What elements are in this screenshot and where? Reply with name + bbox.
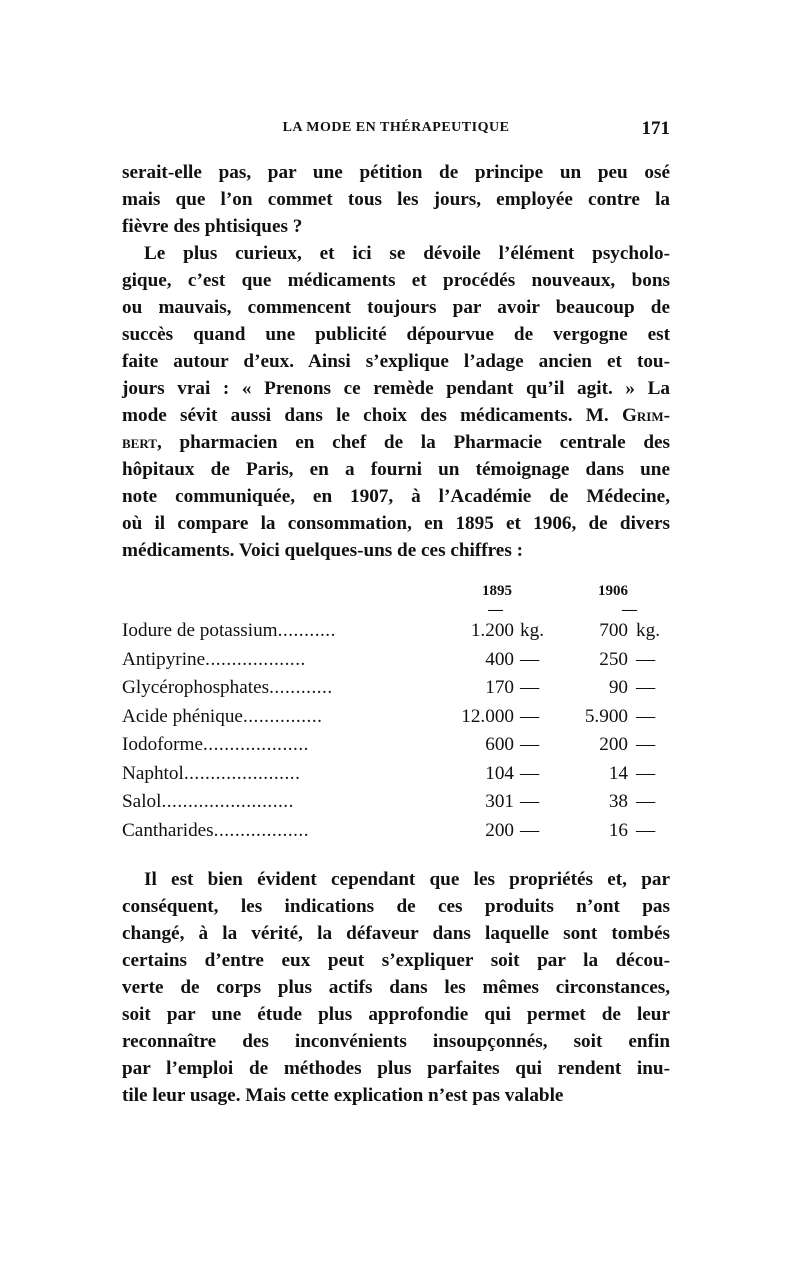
page-number: 171 [641,118,670,139]
unit-1895: — [520,819,540,841]
value-1906: 38 [608,791,628,812]
author-name: Grim- [621,405,670,426]
value-1906: 700 [599,620,628,641]
text-line: fièvre des phtisiques ? [122,216,303,237]
text-line: où il compare la consommation, en 1895 et 1906, de divers [122,513,670,534]
drug-name: Iodure de potassium [122,620,278,641]
drug-name-cell [122,620,428,642]
text-line: soit par une étude plus approfondie qui permet de leur [122,1004,670,1025]
paragraph-3 [122,866,670,1109]
table-header [122,578,670,620]
drug-name-cell [122,649,428,671]
text-line: Le plus curieux, et ici se dévoile l’élément psycholo- [144,243,670,264]
unit-1895: — [520,791,540,812]
text-line: changé, à la vérité, la défaveur dans laquelle sont tombés [122,923,670,944]
paragraph-2 [122,240,670,564]
unit-1906: — [636,734,656,755]
leader-dots: ................... [205,648,306,670]
table-row [122,706,670,735]
value-1895: 12.000 [461,705,514,727]
drug-name: Salol [122,791,162,812]
drug-name-cell [122,706,428,728]
text-line: par l’emploi de méthodes plus parfaites qui rendent inu- [122,1058,670,1079]
unit-1906: — [636,791,656,812]
header-rule: — [488,602,503,618]
text-line: reconnaître des inconvénients insoupçonnés, soit enfin [122,1031,670,1052]
text-line: médicaments. Voici quelques-uns de ces chiffres : [122,540,523,561]
drug-name-cell [122,791,428,813]
drug-name-cell [122,763,428,785]
unit-1906: — [636,819,656,841]
drug-name-cell [122,734,428,756]
text-line: jours vrai : « Prenons ce remède pendant qu’il agit. » La [122,378,670,399]
text-line: note communiquée, en 1907, à l’Académie de Médecine, [122,486,670,507]
running-head [122,118,670,142]
unit-1895: kg. [520,620,544,641]
consumption-table [122,578,670,848]
value-1895: 104 [485,762,514,784]
value-1895: 400 [485,648,514,670]
value-1895: 1.200 [470,620,514,641]
unit-1895: — [520,762,540,784]
table-row [122,620,670,649]
unit-1906: — [636,677,656,698]
table-row [122,649,670,678]
value-1895: 600 [485,734,514,755]
text-line: serait-elle pas, par une pétition de principe un peu osé [122,162,670,183]
unit-1895: — [520,677,540,698]
text-line: verte de corps plus actifs dans les mêmes circonstances, [122,977,670,998]
leader-dots: ......................... [161,791,294,812]
text-line: Il est bien évident cependant que les propriétés et, par [144,869,670,890]
leader-dots: ............ [269,677,333,698]
drug-name: Antipyrine [122,648,206,670]
table-row [122,763,670,792]
drug-name: Acide phénique [122,705,243,727]
leader-dots: .................... [203,734,309,755]
unit-1906: — [636,705,656,727]
text-line: tile leur usage. Mais cette explication n’est pas valable [122,1085,564,1106]
drug-name: Cantharides [122,819,214,841]
text-line: bert, pharmacien en chef de la Pharmacie centrale des [122,432,670,453]
leader-dots: ........... [277,620,336,641]
text-line: mais que l’on commet tous les jours, employée contre la [122,189,670,210]
value-1906: 14 [608,762,628,784]
value-1895: 170 [485,677,514,698]
leader-dots: ............... [242,705,323,727]
value-1906: 90 [608,677,628,698]
value-1906: 250 [599,648,628,670]
table-row [122,820,670,849]
unit-1906: — [636,648,656,670]
drug-name: Naphtol [122,762,184,784]
value-1895: 200 [485,819,514,841]
text-line: gique, c’est que médicaments et procédés nouveaux, bons [122,270,670,291]
value-1895: 301 [485,791,514,812]
drug-name: Glycérophosphates [122,677,270,698]
unit-1895: — [520,705,540,727]
drug-name-cell [122,677,428,699]
unit-1906: — [636,762,656,784]
text-line: conséquent, les indications de ces produits n’ont pas [122,896,670,917]
table-row [122,734,670,763]
text-line: mode sévit aussi dans le choix des médicaments. M. Grim- [122,405,670,426]
unit-1895: — [520,734,540,755]
leader-dots: .................. [213,819,309,841]
text-line: certains d’entre eux peut s’expliquer soit par la décou- [122,950,670,971]
paragraph-1 [122,159,670,240]
value-1906: 200 [599,734,628,755]
text-line: succès quand une publicité dépourvue de vergogne est [122,324,670,345]
table-row [122,791,670,820]
table-row [122,677,670,706]
header-rule: — [622,602,637,618]
unit-1906: kg. [636,620,660,641]
author-name: bert [122,432,157,453]
text-line: faite autour d’eux. Ainsi s’explique l’adage ancien et tou- [122,351,670,372]
text-line: hôpitaux de Paris, en a fourni un témoignage dans une [122,459,670,480]
running-title: LA MODE EN THÉRAPEUTIQUE [282,120,510,135]
drug-name-cell [122,820,428,842]
drug-name: Iodoforme [122,734,203,755]
value-1906: 16 [608,819,628,841]
column-header-1895: 1895 [482,583,512,599]
text-line: ou mauvais, commencent toujours par avoir beaucoup de [122,297,670,318]
column-header-1906: 1906 [598,583,628,599]
leader-dots: ...................... [183,762,301,784]
table-body [122,620,670,848]
unit-1895: — [520,648,540,670]
value-1906: 5.900 [584,705,628,727]
